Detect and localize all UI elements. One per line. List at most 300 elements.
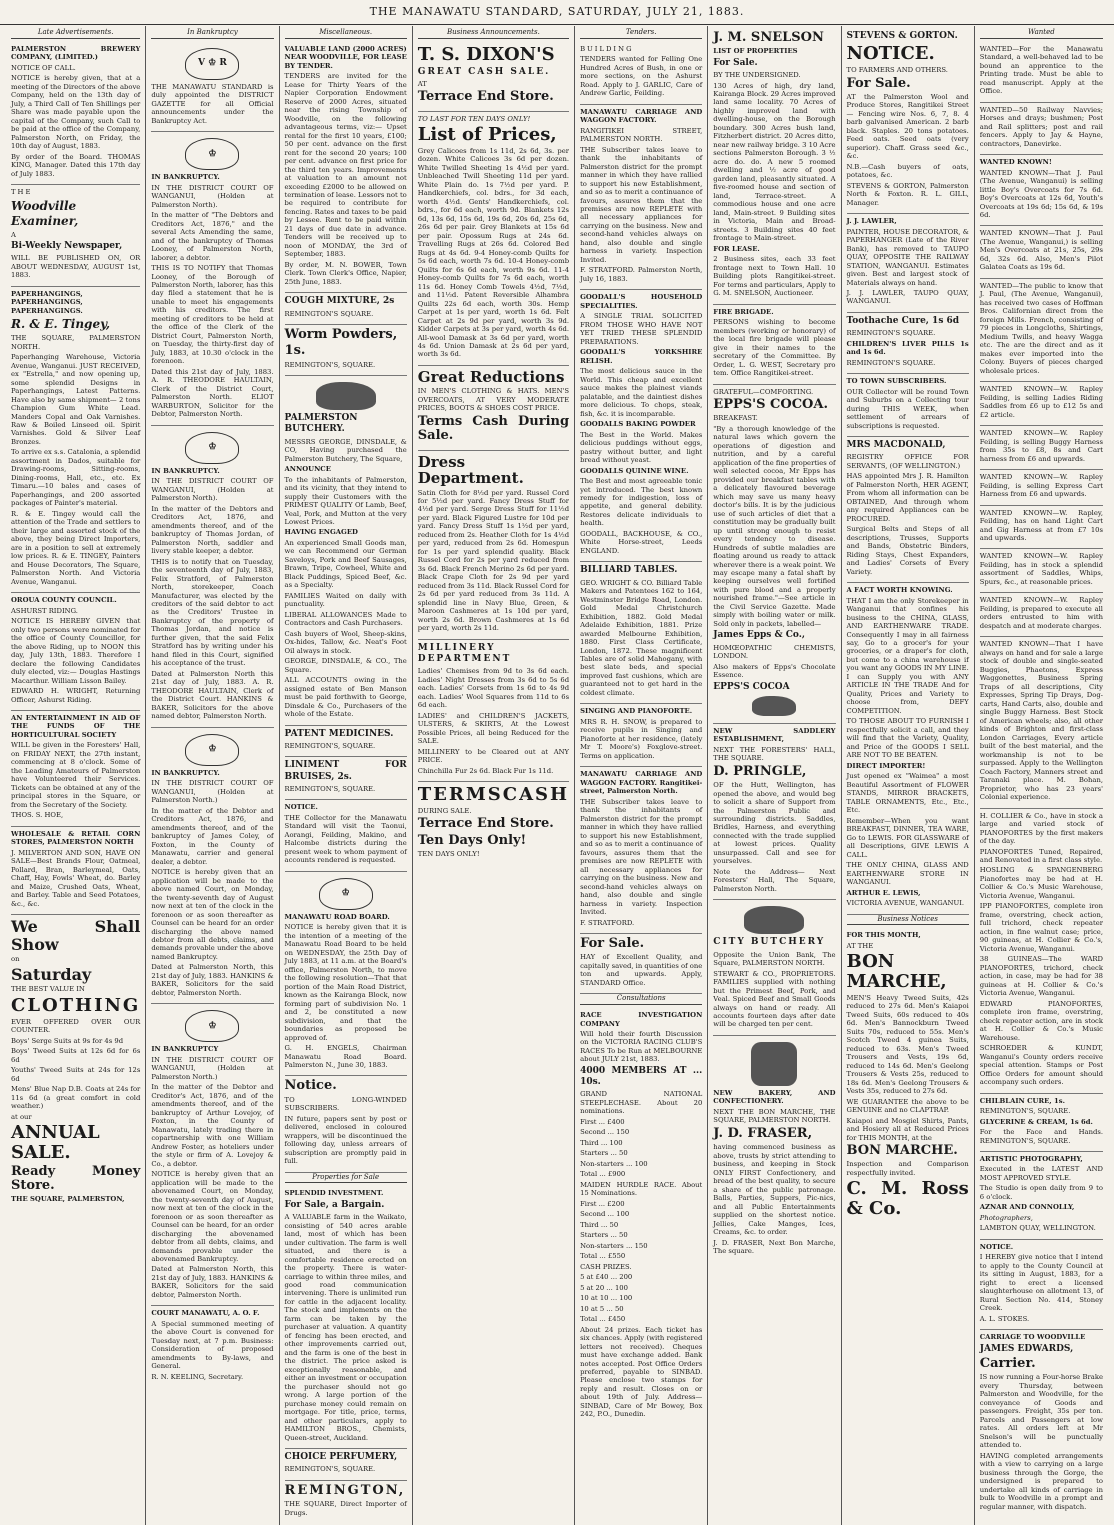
ad-signature: Dated at Palmerston North, this 21st day of July, 1883. HANKINS & BAKER, Solicitors for the said debtor, Palmerston North. bbox=[151, 963, 274, 997]
toothache-ad bbox=[847, 313, 969, 374]
ad-court: IN THE DISTRICT COURT OF WANGANUI, (Holden at Palmerston North). bbox=[151, 477, 274, 503]
prize-row: Total ... £900 bbox=[580, 1170, 626, 1179]
ad-on: on bbox=[11, 955, 20, 964]
epps-cocoa-ad bbox=[713, 385, 835, 724]
oroua-ad bbox=[11, 593, 140, 711]
ad-body: The Best in the World. Makes delicious puddings without eggs, pastry without butter, and light bread without yeast. bbox=[580, 430, 703, 465]
ad-body: AT the Palmerston Wool and Produce Stores, Rangitikei Street — Fencing wire Nos. 6, 7, 8. 4 barb galvanised American. 2 barb black. Staples. 20 tons potatoes. Feed oats. Seed oats (very superior). Chaff. Grass seed &c., &c. bbox=[846, 92, 969, 161]
ad-body: R. & E. Tingey would call the attention of the Trade and settlers to their large and assorted stock of the above, they being Direct Importers, are in a position to sell at extremely low prices. R. & E. TINGEY, Painters and House Decorators, The Square, Palmerston North. And Victoria Avenue, Wanganui. bbox=[11, 509, 141, 586]
ad-item: Boys' Serge Suits at 9s for 4s 9d bbox=[11, 1036, 124, 1045]
ad-body: ALL ACCOUNTS owing in the assigned estate of Ben Manson must be paid forthwith to George, Dinsdale & Co., Purchasers of the whole of the Estate. bbox=[284, 676, 407, 719]
eagle-emblem-icon bbox=[752, 696, 796, 716]
ad-body: In the matter of the Debtor and Creditor's Act, 1876, and of the amendments thereof, and of the bankruptcy of Arthur Lovejoy, of Foxton, in the County of Manawatu, lately trading there in copartnership with one William Andrew Foster, as hoteliers under the style or firm of A. Lovejoy & Co., a debtor. bbox=[151, 1083, 274, 1168]
ad-title: GOODALL'S HOUSEHOLD SPECIALITIES. bbox=[580, 293, 703, 310]
ad-subtitle: REMINGTON'S, SQUARE. bbox=[284, 741, 376, 750]
ad-body: In the matter of the Debtor and Creditors Act, 1876, and amendments thereof, and of the bankruptcy of James Coley, of Foxton, in the County of Manawatu, carrier and general dealer, a debtor. bbox=[151, 806, 274, 866]
wanted-known-ad bbox=[980, 382, 1103, 426]
ad-body: PAINTER, HOUSE DECORATOR, & PAPERHANGER (Late of the River Bank), has removed to TAUPO QUAY, OPPOSITE THE RAILWAY STATION, WANGANUI. Estimates given. Best and largest stock of Materials always on hand. bbox=[846, 227, 969, 287]
section-header: Late Advertisements. bbox=[11, 28, 140, 39]
prize-row: Second ... 150 bbox=[580, 1128, 630, 1137]
ad-body: 2 Business sites, each 33 feet frontage next to Town Hall. 10 Building plots Rangitikei-street. For terms and particulars, Apply to G. M. SNELSON, Auctioneer. bbox=[713, 255, 836, 298]
ad-title: J. M. SNELSON bbox=[713, 30, 824, 45]
prize-row: Total ... £550 bbox=[580, 1252, 626, 1261]
ad-title: SPLENDID INVESTMENT. bbox=[284, 1189, 384, 1198]
gazette-ad bbox=[151, 42, 273, 132]
ad-body: WANTED—50 Railway Navvies; Horses and drays; bushmen; Post and Rail splitters; post and rail fencers. Apply to Jay & Hayne, contractors, Danevirke. bbox=[979, 105, 1103, 148]
section-header: Business Announcements. bbox=[418, 28, 569, 39]
ad-body: WANTED—The public to know that J. Paul, (The Avenue, Wanganui), has received two cases of Hoffman Bros. Californian direct from the foreign Mills. French, consisting of 79 pieces in Longcloths, Shirtings, Medium Twills, and heavy Wagga etc. The are the direct and as it makes ever imported into the Colony. Buyers of pieces charged wholesale prices. bbox=[979, 281, 1103, 375]
ad-signature: R. N. KEELING, Secretary. bbox=[151, 1372, 244, 1381]
ad-signature: J. D. FRASER, Next Bon Marche, The square. bbox=[713, 1238, 836, 1256]
ad-body: WANTED KNOWN—W. Rapley Feilding, has in stock a splendid assortment of Saddles, Whips, Spurs, &c., at reasonable prices. bbox=[979, 552, 1103, 586]
road-board-ad bbox=[285, 872, 407, 1077]
ad-a: A bbox=[11, 230, 16, 239]
ad-at: AT bbox=[417, 79, 427, 88]
ad-title: NEW BAKERY, AND CONFECTIONERY. bbox=[713, 1088, 836, 1106]
ad-subtitle: REMINGTON'S, SQUARE. bbox=[284, 360, 376, 369]
ad-title: IN BANKRUPTCY bbox=[151, 1045, 219, 1054]
ad-body: HAS appointed Mrs J. R. Hamilton of Palmerston North, HER AGENT, From whom all information can be OBTAINED, And through whom any required Appliances can be PROCURED. bbox=[846, 472, 969, 523]
ad-signature: J. J. LAWLER, TAUPO QUAY, WANGANUI. bbox=[846, 289, 969, 306]
ad-store: Terrace End Store. bbox=[417, 89, 554, 105]
ad-subtitle: REMINGTON'S, SQUARE. bbox=[284, 784, 376, 793]
ad-title: MRS MACDONALD, bbox=[846, 440, 946, 451]
ad-race: CASH PRIZES. bbox=[580, 1262, 632, 1271]
ad-line: THE BEST VALUE IN bbox=[11, 985, 85, 994]
ad-signature: By order of the Board. THOMAS KING, Manager. Dated this 17th day of July 1883. bbox=[11, 152, 141, 178]
prize-row: Starters ... 50 bbox=[580, 1149, 628, 1158]
prize-row: Non-starters ... 100 bbox=[580, 1159, 648, 1168]
ad-body: HAVING completed arrangements with a view to carrying on a large business through the Gorge, the undersigned is prepared to undertake all kinds of carriage in bulk to Woodville in a prompt and regular manner, with dispatch. bbox=[979, 1451, 1103, 1511]
ad-title: NOTICE. bbox=[284, 803, 318, 812]
bankruptcy-lovejoy bbox=[151, 1004, 273, 1306]
ad-signature: STEVENS & GORTON, Palmerston North & Foxton. R. L. GILL, Manager. bbox=[846, 181, 969, 207]
ad-subtitle: Carrier. bbox=[979, 1355, 1036, 1371]
bankruptcy-coley bbox=[151, 728, 273, 1005]
ad-importer: DIRECT IMPORTER! bbox=[846, 761, 926, 770]
ad-body: THIS is to notify that on Tuesday, the seventeenth day of July, 1883, Felix Stratford, of Palmerston North, storekeeper, Coach Manufacturer, was elected by the creditors of the said debtor to act as the Creditors' Trustee in Bankruptcy of the property of Thomas Jordan, and notice is further given, that the said Felix Stratford has by writing under his hand filed in this Court, signified his acceptance of the trust. bbox=[151, 557, 274, 668]
wanted-ad bbox=[980, 103, 1103, 155]
prize-row: 10 at 5 ... 50 bbox=[580, 1304, 624, 1313]
ad-body: WILL BE PUBLISHED ON, OR ABOUT WEDNESDAY, AUGUST 1st, 1883. bbox=[11, 254, 141, 280]
ad-title: ARTISTIC PHOTOGRAPHY, bbox=[979, 1155, 1083, 1163]
ad-signature: Dated this 21st day of July, 1883. A. R. THEODORE HAULTAIN, Clerk of the District Court, Palmerston North. ELIOT WARBURTON, Solicitor for the Debtor, Palmerston North. bbox=[151, 367, 274, 419]
ad-having: HAVING ENGAGED bbox=[284, 528, 358, 537]
ad-title: For Sale. bbox=[580, 936, 645, 952]
ad-court: IN THE DISTRICT COURT OF WANGANUI, (Holden at Palmerston North.) bbox=[151, 779, 274, 805]
ad-title: NEW SADDLERY ESTABLISHMENT, bbox=[713, 726, 836, 744]
column-3 bbox=[280, 26, 413, 1525]
bakery-ad bbox=[713, 1036, 835, 1262]
ad-body: Executed in the LATEST AND MOST APPROVED STYLE. bbox=[979, 1165, 1103, 1182]
fire-brigade-ad bbox=[713, 305, 835, 385]
prize-row: Total ... £450 bbox=[580, 1315, 626, 1324]
column-6 bbox=[708, 26, 841, 1525]
ad-firm: J. J. LAWLER, bbox=[846, 217, 897, 226]
ad-body: WANTED KNOWN—W. Rapley, Feilding, has on hand Light Cart and Gig Harness at from £7 10s and upwards. bbox=[979, 508, 1103, 542]
ad-signature: EDWARD H. WRIGHT, Returning Officer, Ashurst Riding. bbox=[11, 687, 141, 704]
wanted-known-ad bbox=[980, 426, 1103, 470]
ad-firm: ARTHUR E. LEWIS, bbox=[846, 888, 921, 897]
ad-title: EPPS'S COCOA. bbox=[713, 396, 828, 412]
ad-title: Notice. bbox=[284, 1078, 337, 1094]
ad-body: In the matter of "The Debtors and Creditors Act, 1876," and the several Acts Amending the same, and of the bankruptcy of Thomas Looney, of Palmerston North, laborer, a debtor. bbox=[151, 211, 274, 262]
ad-terms: Terms Cash During Sale. bbox=[417, 413, 570, 444]
royal-crest-icon: ♔ bbox=[185, 432, 239, 464]
prize-row: Second ... 100 bbox=[580, 1210, 630, 1219]
ad-subtitle: REMINGTON'S SQUARE. bbox=[846, 329, 936, 338]
column-2 bbox=[146, 26, 279, 1525]
ad-forsale: For Sale. bbox=[713, 57, 758, 68]
subscribers-notice bbox=[285, 1076, 407, 1172]
ad-title: OROUA COUNTY COUNCIL. bbox=[11, 596, 117, 605]
ad-by: BY THE UNDERSIGNED. bbox=[713, 71, 801, 80]
ad-signature: Dated at Palmerston North, this 21st day of July, 1883. HANKINS & BAKER, Solicitors for the said debtor, Palmerston North. bbox=[151, 1265, 274, 1299]
bankruptcy-jordan bbox=[151, 426, 273, 728]
ad-body: WILL be given in the Foresters' Hall, on FRIDAY NEXT, the 27th instant, commencing at 8 o'clock. Some of the Leading Amateurs of Palmerston have Volunteered their Services. Tickets can be obtained at any of the principal stores in the Square, or from the Secretary of the Society. bbox=[11, 741, 141, 809]
ad-headline: Bi-Weekly Newspaper, bbox=[11, 240, 123, 251]
ad-title: PALMERSTON BREWERY COMPANY, (LIMITED.) bbox=[11, 44, 141, 62]
photography-ad bbox=[980, 1152, 1103, 1240]
ad-at: AT THE bbox=[846, 941, 874, 950]
ad-address: Note the Address— Next Foresters' Hall, The Square, Palmerston North. bbox=[713, 867, 836, 893]
ad-body: A Special summoned meeting of the above Court is convened for Tuesday next, at 7 p.m. Business: Consideration of proposed amendments to By-laws, and General. bbox=[151, 1319, 274, 1371]
wheat-sheaf-icon bbox=[751, 1042, 797, 1086]
ad-lease: FOR LEASE. bbox=[713, 244, 760, 253]
ad-body: WANTED KNOWN—W. Rapley Feilding, is selling Buggy Harness from 35s to £8, 8s and Cart harness from £6 and upwards. bbox=[979, 429, 1103, 463]
cough-mixture-ad bbox=[285, 293, 407, 325]
ad-title: PATENT MEDICINES. bbox=[284, 728, 394, 739]
ad-body: NOTICE is hereby given that an application will be made to the abovenamed Court, on Monday, the twenty-seventh day of August, now next at ten of the clock in the forenoon or as soon thereafter as Counsel can be heard, for an order discharging the abovenamed debtor from all debts, claims, and demands provable under the abovenamed Bankruptcy. bbox=[151, 1170, 274, 1263]
column-7 bbox=[842, 26, 975, 1525]
millinery-ad bbox=[418, 640, 569, 782]
ad-body: NOTICE is hereby given that an application will be made to the above named Court, on Monday, the twenty-seventh day of August now next at ten of the clock in the forenoon or as soon thereafter as Counsel can be heard for an order discharging the above named debtor from all debts, claims, and demands provable under the above named Bankruptcy. bbox=[151, 868, 274, 961]
prize-row: Non-starters ... 150 bbox=[580, 1241, 648, 1250]
ad-product: GOODALLS BAKING POWDER bbox=[580, 420, 696, 429]
ad-body: STEWART & CO., PROPRIETORS. FAMILIES supplied with nothing but the Primest Beef, Pork, and Veal. Spiced Beef and Small Goods always on hand or ready. All accounts fourteen days after date will be charged ten per cent. bbox=[713, 969, 836, 1029]
ad-title: MILLINERY DEPARTMENT bbox=[417, 642, 512, 664]
ad-body: WANTED KNOWN—That J. Paul (The Avenue, Wanganui,) is selling Men's Overcoats at 21s, 25s, 29s 6d, 32s 6d. Also, Men's Pilot Galatea Coats as 19s 6d. bbox=[979, 229, 1103, 272]
ad-body: WANTED KNOWN—W. Rapley Feilding, is prepared to execute all orders entrusted to him with despatch and at moderate charges. bbox=[979, 596, 1103, 630]
ad-title: WHOLESALE & RETAIL CORN STORES, PALMERSTON NORTH bbox=[11, 829, 141, 847]
section-header: In Bankruptcy bbox=[151, 28, 273, 39]
ad-body: A VALUABLE farm in the Waikato, consisting of 540 acres arable land, most of which has been under cultivation. The farm is well situated, and there is a comfortable residence erected on the property. There is water-carriage to within three miles, and good road communication intervening. There is unlimited run for cattle in the adjacent locality. The stock and implements on the farm can be taken by the purchaser at valuation. A quantity of fencing has been erected, and other improvements carried out, and the farm is one of the best in the district. The price asked is exceptionally reasonable, and either an investment or occupation the purchaser should not go wrong. A large portion of the purchase money could remain on mortgage. For title, price, terms, and other particulars, apply to HAMILTON BROS., Chemists, Queen-street, Auckland. bbox=[284, 1213, 407, 1442]
bankruptcy-looney bbox=[151, 132, 273, 426]
ad-body: I HEREBY give notice that I intend to apply to the County Council at its sitting in August, 1883, for a right to erect a licensed slaughterhouse on allotment 13, of Rural Section No. 414, Stoney Creek. bbox=[979, 1253, 1103, 1313]
ad-title: GLYCERINE & CREAM, 1s 6d. bbox=[979, 1117, 1093, 1126]
prize-row: 5 at 20 ... 100 bbox=[580, 1283, 628, 1292]
ad-title: COURT MANAWATU, A. O. F. bbox=[151, 1309, 260, 1318]
ad-liberal: LIBERAL ALLOWANCES Made to Contractors and Cash Purchasers. bbox=[284, 610, 407, 628]
epps-logo: EPPS'S COCOA bbox=[713, 681, 790, 692]
ad-body: 38 GUINEAS—The WARD PIANOFORTES, trichord, check action, in case, may be had for 38 guineas at H. Collier & Co.'s Victoria Avenue, Wanganui. bbox=[979, 955, 1103, 998]
ad-guarantee: WE GUARANTEE the above to be GENUINE and no CLAPTRAP. bbox=[846, 1097, 969, 1115]
ad-body: OUR Collector will be round Town and Suburbs on a Collecting tour during THIS WEEK, when settlement of arrears of subscriptions is requested. bbox=[846, 387, 969, 430]
ad-title: BON MARCHE. bbox=[846, 1143, 958, 1159]
section-header: Consultations bbox=[580, 994, 702, 1005]
prize-table bbox=[580, 1273, 702, 1323]
ad-title: AN ENTERTAINMENT IN AID OF THE FUNDS OF THE HORTICULTURAL SOCIETY bbox=[11, 714, 141, 739]
ad-body: Chinchilla Fur 2s 6d. Black Fur 1s 11d. bbox=[417, 766, 554, 775]
ad-title: BILLIARD TABLES. bbox=[580, 565, 678, 576]
ad-item: Youths' Tweed Suits at 24s for 12s 6d bbox=[11, 1066, 141, 1083]
ad-firm: STEVENS & GORTON. bbox=[846, 31, 958, 41]
ad-signature: By order, M. N. BOWER, Town Clerk. Town Clerk's Office, Napier, 25th June, 1883. bbox=[284, 260, 407, 286]
ad-body: Paperhanging Warehouse, Victoria Avenue, Wanganui. JUST RECEIVED, ex "Estrella," and now opening up, some splendid Designs in Paperhangings, Latest Patterns. Have also by same shipment— 2 tons Champion Gum White Lead. Manders Copal and Oak Varnishes. Raw & Boiled Linseed oil. Spirit Varnishes. Gold & Silver Leaf Bronzes. bbox=[11, 353, 141, 446]
patent-medicines-ad bbox=[285, 726, 407, 758]
carriage-factory-ad-2 bbox=[580, 767, 702, 934]
section-header: Tenders. bbox=[580, 28, 702, 39]
ad-subtitle: REMINGTON'S, SQUARE. bbox=[979, 1107, 1071, 1116]
ad-forsale: For Sale. bbox=[846, 75, 911, 91]
ad-subtitle: For Sale, a Bargain. bbox=[284, 1199, 385, 1210]
carrier-ad bbox=[980, 1330, 1103, 1517]
ad-body: TENDERS wanted for Felling One Hundred Acres of Bush, in one or more sections, on the Ashurst Road. Apply to J. GARLIC, Care of Andrew Garlic, Feilding. bbox=[580, 55, 703, 98]
ad-address: NEXT THE FORESTERS' HALL, THE SQUARE. bbox=[713, 745, 836, 763]
ad-sale: GREAT CASH SALE. bbox=[417, 66, 551, 77]
ad-signature: A. L. STOKES. bbox=[979, 1314, 1030, 1323]
section-header: Wanted bbox=[980, 28, 1103, 39]
ad-body: THAT I am the only Storekeeper in Wanganui that confines his business to the CHINA, GLASS, AND EARTHENWARE TRADE. Consequently I may in all fairness say, Go to a grocer's for your groceries, or a draper's for cloth, but come to a china warehouse if you want any GOODS IN MY LINE. I can Supply you with ANY ARTICLE IN THE TRADE And for Quality, Prices and Variety to choose from, DEFY COMPETITION. bbox=[846, 596, 969, 715]
ad-subtitle: BREAKFAST. bbox=[713, 414, 758, 423]
piano-ads bbox=[980, 809, 1103, 1094]
price-list-ad bbox=[418, 112, 569, 366]
ad-body: NOTICE IS HEREBY GIVEN that only two persons were nominated for the office of County Councillor, for the above Riding, up to NOON this day, July 13th, 1883. Therefore I declare the following Candidates duly elected, viz:— Douglas Hastings Macarthur. William Lisson Bailey. bbox=[11, 617, 141, 685]
ad-body: Remember—When you want BREAKFAST, DINNER, TEA WARE, Go to LEWIS. FOR GLASSWARE of all Descriptions, GIVE LEWIS A CALL. bbox=[846, 816, 969, 859]
ad-price: 1s. bbox=[284, 343, 306, 359]
ad-title: PAPERHANGINGS, PAPERHANGINGS, PAPERHANGINGS. bbox=[11, 289, 83, 315]
ad-address: LAMBTON QUAY, WELLINGTON. bbox=[979, 1224, 1096, 1233]
ad-the: THE bbox=[11, 188, 33, 197]
ad-address: NEXT THE BON MARCHE, THE SQUARE, PALMERSTON NORTH. bbox=[713, 1107, 836, 1125]
ad-body: N.B.—Cash buyers of oats, potatoes, &c. bbox=[846, 162, 969, 180]
ad-product: GOODALLS QUININE WINE. bbox=[580, 466, 689, 475]
examiner-ad bbox=[11, 185, 140, 287]
prize-row: First ... £400 bbox=[580, 1117, 625, 1126]
ad-title: A FACT WORTH KNOWING. bbox=[846, 586, 953, 595]
ad-firm: James Epps & Co., bbox=[713, 630, 806, 641]
ad-firm: J. D. FRASER, bbox=[713, 1125, 813, 1141]
ad-body: THE MANAWATU STANDARD is duly appointed the DISTRICT GAZETTE for all Official announcements under the Bankruptcy Act. bbox=[151, 82, 274, 125]
ad-title: CHILBLAIN CURE, 1s. bbox=[979, 1096, 1065, 1105]
dixon-ad bbox=[418, 42, 569, 112]
ad-duration: TO LAST FOR TEN DAYS ONLY! bbox=[417, 114, 531, 123]
ad-body: A SINGLE TRIAL SOLICITED FROM THOSE WHO HAVE NOT YET TRIED THESE SPLENDID PREPARATIONS. bbox=[580, 312, 703, 346]
ad-body: HAY of Excellent Quality, and capitally saved, in quantities of one ton and upwards. Apply, STANDARD Office. bbox=[580, 953, 703, 987]
ad-title: VALUABLE LAND (2000 ACRES) NEAR WOODVILLE, FOR LEASE BY TENDER. bbox=[284, 44, 407, 70]
wanted-known-ad bbox=[980, 637, 1103, 808]
ad-body: IN future, papers sent by post or delivered, enclosed in coloured wrappers, will be discontinued the following day, unless arrears of subscription are promptly paid in full. bbox=[284, 1114, 407, 1166]
ad-subtitle: REGISTRY OFFICE FOR SERVANTS, (OF WELLINGTON.) bbox=[846, 453, 969, 470]
ad-body: MEN'S Heavy Tweed Suits, 42s reduced to 27s 6d. Men's Kaiapoi Tweed Suits, 60s reduced to 40s 6d. Men's Bannockburn Tweed Suits 70s, reduced to 55s. Men's Scotch Tweed 4 guinea Suits, reduced to 63s. Men's Tweed Trousers and Vests, 19s 6d, reduced to 14s 6d. Men's Geelong Trousers & Vests 25s, reduced to 18s 6d. Men's Geelong Trousers & Vests 35s, reduced to 27s 6d. bbox=[846, 993, 969, 1096]
perfumery-ad bbox=[285, 1449, 407, 1481]
section-header: Business Notices bbox=[847, 915, 969, 926]
ad-body: THE ONLY CHINA, GLASS AND EARTHENWARE STORE IN WANGANUI. bbox=[846, 861, 969, 887]
ad-firm: JAMES EDWARDS, bbox=[979, 1343, 1074, 1354]
ad-title: List of Prices, bbox=[417, 124, 557, 146]
dress-department-ad bbox=[418, 451, 569, 640]
billiard-ad bbox=[580, 562, 702, 704]
ad-body: The Studio is open daily from 9 to 6 o'clock. bbox=[979, 1184, 1103, 1201]
butchery-ad bbox=[285, 376, 407, 726]
ad-body: PIANOFORTES Tuned, Repaired, and Renovated in a first class style. bbox=[979, 847, 1103, 864]
ad-headline: FOR THIS MONTH, bbox=[846, 931, 921, 940]
ad-duration: Ten Days Only! bbox=[417, 832, 527, 848]
carriage-factory-ad bbox=[580, 105, 702, 291]
ad-body: In the matter of the Debtors and Creditors Act, 1876, and amendments thereof, and of the bankruptcy of Thomas Jordan, of Palmerston North, saddler and livery stable keeper, a debtor. bbox=[151, 504, 274, 556]
clothing-sale-ad bbox=[11, 915, 140, 1210]
ox-illustration-icon bbox=[744, 906, 804, 934]
ad-body: NOTICE is hereby given that it is the intention of a meeting of the Manawatu Road Board to be held on WEDNESDAY, the 25th Day of July 1883, at 11 a.m. at the Board's office, Palmerston North, to move the following resolution—That that portion of the Main Road District, known as the Kairanga Block, now forming part of subdivision No. 1 and 2, be constituted a new subdivision, and that the boundaries as proposed be approved of. bbox=[284, 923, 407, 1042]
goodall-ad bbox=[580, 290, 702, 562]
ad-title: Worm Powders, bbox=[284, 327, 398, 343]
ad-title: Great Reductions bbox=[417, 367, 565, 386]
prize-row: First ... £200 bbox=[580, 1199, 625, 1208]
ad-title: COUGH MIXTURE, 2s bbox=[284, 296, 395, 307]
city-butchery-ad bbox=[713, 900, 835, 1036]
ad-body: THE Collector for the Manawatu Standard will visit the Taonui, Aorangi, Feilding, Makino, and Halcombe districts during the present week to whom payment of accounts rendered is requested. bbox=[284, 813, 407, 865]
ad-body: To the inhabitants of Palmerston, and its vicinity, that they intend to supply their Customers with the PRIMEST QUALITY Of Lamb, Beef, Veal, Pork, and Mutton at the very Lowest Prices. bbox=[284, 475, 407, 526]
ad-title: PALMERSTON BUTCHERY. bbox=[284, 413, 358, 435]
ad-title: NOTICE. bbox=[979, 1242, 1014, 1251]
ad-subtitle: REMINGTON'S SQUARE. bbox=[284, 309, 374, 318]
lawler-ad bbox=[847, 214, 969, 313]
ad-body: WANTED KNOWN—W. Rapley Feilding, is selling Express Cart Harness from £6 and upwards. bbox=[979, 473, 1103, 499]
ad-body: SCHROEDER & KUNDT, Wanganui's County orders receive special attention. Stamps or Post Office Orders for amount should accompany such orders. bbox=[979, 1044, 1103, 1087]
ad-title: Dress Department. bbox=[417, 452, 524, 488]
ad-members: 4000 MEMBERS AT ... 10s. bbox=[580, 1065, 703, 1088]
ad-sale: ANNUAL SALE. bbox=[11, 1122, 100, 1163]
wanted-ad bbox=[980, 42, 1103, 103]
hay-sale-ad bbox=[580, 934, 702, 994]
terms-cash-ad bbox=[418, 782, 569, 864]
prize-row: Third ... 50 bbox=[580, 1220, 619, 1229]
saddlery-ad bbox=[713, 724, 835, 901]
column-4 bbox=[413, 26, 575, 1525]
ad-title: MANAWATU CARRIAGE AND WAGGON FACTORY. Rangitikei-street, Palmerston North. bbox=[580, 770, 703, 796]
ad-firm: D. PRINGLE, bbox=[713, 763, 807, 779]
ad-families: FAMILIES Waited on daily with punctuality. bbox=[284, 591, 407, 609]
ad-title: BUILDING bbox=[580, 44, 634, 53]
stevens-gorton-ad bbox=[847, 28, 969, 214]
ad-title: CITY BUTCHERY bbox=[713, 937, 826, 948]
ad-body: TO THOSE ABOUT TO FURNISH I respectfully solicit a call, and they will find that the Variety, Quality, and Price of the GOODS I SELL ARE NOT TO BE BEATEN. bbox=[846, 717, 969, 760]
royal-crest-icon: ♔ bbox=[185, 138, 239, 170]
prize-row: Starters ... 50 bbox=[580, 1231, 628, 1240]
ad-address: HOMŒOPATHIC CHEMISTS, LONDON. bbox=[713, 643, 836, 661]
ad-title: SINGING AND PIANOFORTE. bbox=[580, 707, 693, 716]
race-sweep-ad bbox=[580, 1008, 702, 1425]
ad-court: IN THE DISTRICT COURT OF WANGANUI, (Holden at Palmerston North.) bbox=[151, 1055, 274, 1081]
corn-stores-ad bbox=[11, 827, 140, 915]
singing-ad bbox=[580, 704, 702, 767]
ad-subtitle: REMINGTON'S, SQUARE. bbox=[284, 1465, 376, 1474]
section-header: Miscellaneous. bbox=[285, 28, 407, 39]
ad-announce: ANNOUNCE bbox=[284, 465, 331, 474]
tingey-ad bbox=[11, 287, 140, 594]
ad-title: IN BANKRUPTCY. bbox=[151, 768, 220, 777]
ad-body: THE Subscriber takes leave to thank the inhabitants of Palmerston district for the prompt manner in which they have rallied to support his new Establishment, and so as to merit a continuance of favours, assures them that the premises are now REPLETE with all necessary appliances for carrying on the business. New and second-hand vehicles always on hand, also double and single harness in variety. Inspection Invited. bbox=[580, 797, 703, 917]
macdonald-ad bbox=[847, 437, 969, 583]
ad-body: WANTED KNOWN—W. Rapley Feilding, is selling Ladies Riding Saddles from £6 up to £12 5s and £2 article. bbox=[979, 385, 1103, 419]
column-8 bbox=[975, 26, 1108, 1525]
ad-body: An experienced Small Goods man, we can Recommend our German Saveloys, Pork and Beef Sausages, Brawn, Tripe, Cowheel, White and Black Puddings, Spiced Beef, &c. as a Specialty. bbox=[284, 538, 407, 590]
ad-body: Grey Calicoes from 1s 11d, 2s 6d, 3s. per dozen. White Calicoes 3s 6d per dozen. White Twilled Sheeting 1s 4½d per yard. Unbleached Twill Sheeting 11d per yard. White Plain do. 1s 7½d per yard. P. Handkerchiefs, col. bdrs., for 3d each, worth 4½d. Gents' Handkerchiefs, col. bdrs., for 6d each, worth 9d. Blankets 12s 6d, 13s 6d, 15s 6d, 19s 6d, 20s 6d, 25s 6d, 26s 6d per pair. Grey Blankets at 15s 6d per pair. Opossum Rugs at 24s 6d. Travelling Rugs at 26s 6d. Colored Bed Rugs at 4s 6d. 9-4 Honey-comb Quilts for 5s 6d each, worth 7s 6d. 10-4 Honey-comb Quilts for 6s 6d each, worth 9s 6d. 11-4 Honey-comb Quilts for 7s 6d each, worth 11s 6d. Honey Comb Towels 4½d, 7½d, and 11½d. Patent Reversible Alhambra Quilts 22s 6d each, worth 30s. Hemp Carpet at 1s per yard, worth 1s 6d. Felt Carpet at 2s 9d per yard, worth 3s 9d. Kidder Carpets at 3s per yard, worth 4s 6d. All-wool Damask at 3s 6d per yard, worth 4s 6d. Union Damask at 2s 6d per yard, worth 3s 6d. bbox=[417, 146, 570, 359]
ad-title: Toothache Cure, 1s 6d bbox=[846, 315, 960, 326]
ad-signature: F. STRATFORD. Palmerston North, July 16, 1883. bbox=[580, 266, 703, 283]
ad-product: GOODALL'S YORKSHIRE RELISH. bbox=[580, 348, 703, 365]
section-header: Properties for Sale bbox=[285, 1173, 407, 1184]
slaughterhouse-notice bbox=[980, 1240, 1103, 1330]
ad-body: WANTED—For the Manawatu Standard, a well-behaved lad to be bound an apprentice to the Printing trade. Must be able to read manuscript. Apply at the Office. bbox=[979, 44, 1103, 96]
wanted-known-ad bbox=[980, 470, 1103, 505]
reductions-ad bbox=[418, 366, 569, 451]
wanted-known-ad bbox=[980, 593, 1103, 637]
ad-body: Surgical Belts and Steps of all descriptions, Trusses, Supports and Bands, Obstetric Binders, Riding Stays, Chest Expanders, and Ladies' Corsets of Every Variety. bbox=[846, 525, 969, 576]
ad-body: having commenced business as above, trusts by strict attending to business, and keeping in Stock ONLY FIRST Confectionery, and bread of the best quality, to secure a share of the public patronage. Balls, Parties, Suppers, Pic-nics, and all Public Entertainments supplied on the shortest notice. Jellies, Cake Manges, Ices, Creams, &c. to order. bbox=[713, 1143, 836, 1237]
ad-day: Saturday bbox=[11, 964, 92, 984]
ad-title: MANAWATU ROAD BOARD. bbox=[284, 912, 390, 921]
ad-firm: AZNAR AND CONNOLLY, bbox=[979, 1203, 1075, 1212]
ad-body: About 24 prizes. Each ticket has six chances. Apply (with registered letters not received). Cheques must have exchange added. Bank notes accepted. Post Office Orders preferred, payable to SINBAD. Please enclose two stamps for reply and result. Closes on or about 19th of July. Address—SINBAD, Care of Mr Bowey, Box 242, P.O., Dunedin. bbox=[580, 1325, 703, 1419]
ad-signature: Dated at Palmerston North this 21st day of July, 1883. A. R. THEODORE HAULTAIN, Clerk of the District Court. HANKINS & BAKER, Solicitors for the above named debtor, Palmerston North. bbox=[151, 669, 274, 721]
chilblain-ad bbox=[980, 1094, 1103, 1152]
column-5 bbox=[575, 26, 708, 1525]
ad-race: MAIDEN HURDLE RACE. About 15 Nominations. bbox=[580, 1180, 703, 1198]
ad-subtitle: LIST OF PROPERTIES bbox=[713, 47, 798, 56]
newspaper-page bbox=[6, 26, 1108, 1517]
court-manawatu-ad bbox=[151, 1306, 273, 1387]
prize-table bbox=[580, 1200, 702, 1261]
ad-body: PERSONS wishing to become members (working or honorary) of the local fire brigade will please give in their names to the secretary of the Committee. By Order, L. G. WEST, Secretary pro tem. Office Rangitikei-street. bbox=[713, 318, 836, 378]
ad-store: Terrace End Store. bbox=[417, 816, 554, 832]
ad-body: HOSLING & SPANGENBERG Pianofortes may be had at H. Collier & Co.'s Music Warehouse, Victoria Avenue, Wanganui. bbox=[979, 866, 1103, 900]
snelson-ad bbox=[713, 28, 835, 305]
ad-firm: R. & E. Tingey, bbox=[11, 317, 111, 332]
ad-body: MILLINERY to be Cleared out at ANY PRICE. bbox=[417, 747, 570, 765]
wanted-known-ad bbox=[980, 506, 1103, 550]
ad-store: Ready Money Store. bbox=[11, 1163, 141, 1193]
brewery-ad bbox=[11, 42, 140, 185]
royal-crest-icon: V ♔ R bbox=[185, 48, 239, 80]
ad-body: OF the Hutt, Wellington, has opened the above, and would beg to solicit a share of Support from the Palmerston Public and surrounding districts. Saddles, Bridles, Harness, and everything connected with the trade supplied at lowest prices. Quality unsurpassed. Call and see for yourselves. bbox=[713, 781, 836, 866]
ad-address: THE SQUARE, PALMERSTON NORTH. bbox=[11, 334, 141, 351]
wanted-ad bbox=[980, 279, 1103, 382]
ad-title: WANTED KNOWN! bbox=[979, 158, 1052, 167]
ad-subtitle: NOTICE OF CALL. bbox=[11, 63, 76, 72]
ad-body: IPP PIANOFORTES, complete iron frame, overstring, check action, full trichord, check repeater action, in fine walnut case; price, 90 guineas, at H. Collier & Co.'s, Victoria Avenue, Wanganui. bbox=[979, 902, 1103, 953]
investment-ad bbox=[285, 1186, 407, 1449]
ad-item: Boys' Tweed Suits at 12s 6d for 6s 6d bbox=[11, 1047, 141, 1064]
column-1 bbox=[6, 26, 146, 1525]
ad-body: The Best and most agreeable tonic yet introduced. The best known remedy for indigestion, loss of appetite, and general debility. Restores delicate individuals to health. bbox=[580, 477, 703, 528]
ad-signature: GEORGE, DINSDALE, & CO., The Square. bbox=[284, 657, 407, 674]
ad-court: IN THE DISTRICT COURT OF WANGANUI, (Holden at Palmerston North). bbox=[151, 183, 274, 209]
ad-subtitle: TO LONG-WINDED SUBSCRIBERS. bbox=[284, 1095, 407, 1113]
ad-address: THE SQUARE, PALMERSTON, bbox=[11, 1195, 125, 1204]
bull-illustration-icon bbox=[316, 382, 376, 410]
ad-race: GRAND NATIONAL STEEPLECHASE. About 20 nominations. bbox=[580, 1090, 703, 1116]
ad-item: Mens' Blue Nap D.B. Coats at 24s for 11s 6d (a great comfort in cold weather.) bbox=[11, 1085, 141, 1111]
bon-marche-ad bbox=[847, 928, 969, 1225]
worm-powders-ad bbox=[285, 325, 407, 376]
ad-signature: THOS. S. HOE, bbox=[11, 811, 64, 820]
wanted-known-ad bbox=[980, 155, 1103, 226]
ad-body: GEO. WRIGHT & CO. Billiard Table Makers and Patentees 162 to 164, Westminster Bridge Road, London. Gold Medal Christchurch Exhibition, 1882. Gold Medal Adelaide Exhibition, 1881. Prize awarded Melbourne Exhibition, 1880. First Class Certificate, London, 1872. These magnificent Tables are of solid Mahogany, with best slate beds, and special improved fast cushions, which are guaranteed not to get hard in the coldest climate. bbox=[580, 578, 703, 697]
ad-body: Kaiapoi and Mosgiel Shirts, Pants, and Hosiery all at Reduced Prices for THIS MONTH, at the bbox=[846, 1116, 969, 1142]
ad-line: EVER OFFERED OVER OUR COUNTER. bbox=[11, 1017, 141, 1035]
ad-body: Satin Cloth for 8½d per yard. Russel Cord for 5½d per yard. Fancy Dress Stuff for 4½d per yard. Serge Dress Stuff for 11½d per yard. Black Figured Lustre for 10d per yard. Fancy Dress Stuff 1s 1½d per yard, reduced from 2s. Heather Cloth for 1s 4½d per yard, reduced from 2s 6d. Homespun for 1s per yard splendid quality. Black Russel Cord for 2s per yard reduced from 3s 6d. Black French Merino 2s 6d per yard. Black Crape Cloth for 2s 9d per yard reduced from 3s 11d. Black Russel Cord for 2s 6d per yard reduced from 3s 11d. A splendid line in Navy Blue, Green, & Maroon Cashmeres at 1s 10d per yard, worth 2s 6d. Brown Cashmeres at 1s 6d per yard, worth 2s 11d. bbox=[417, 488, 570, 633]
